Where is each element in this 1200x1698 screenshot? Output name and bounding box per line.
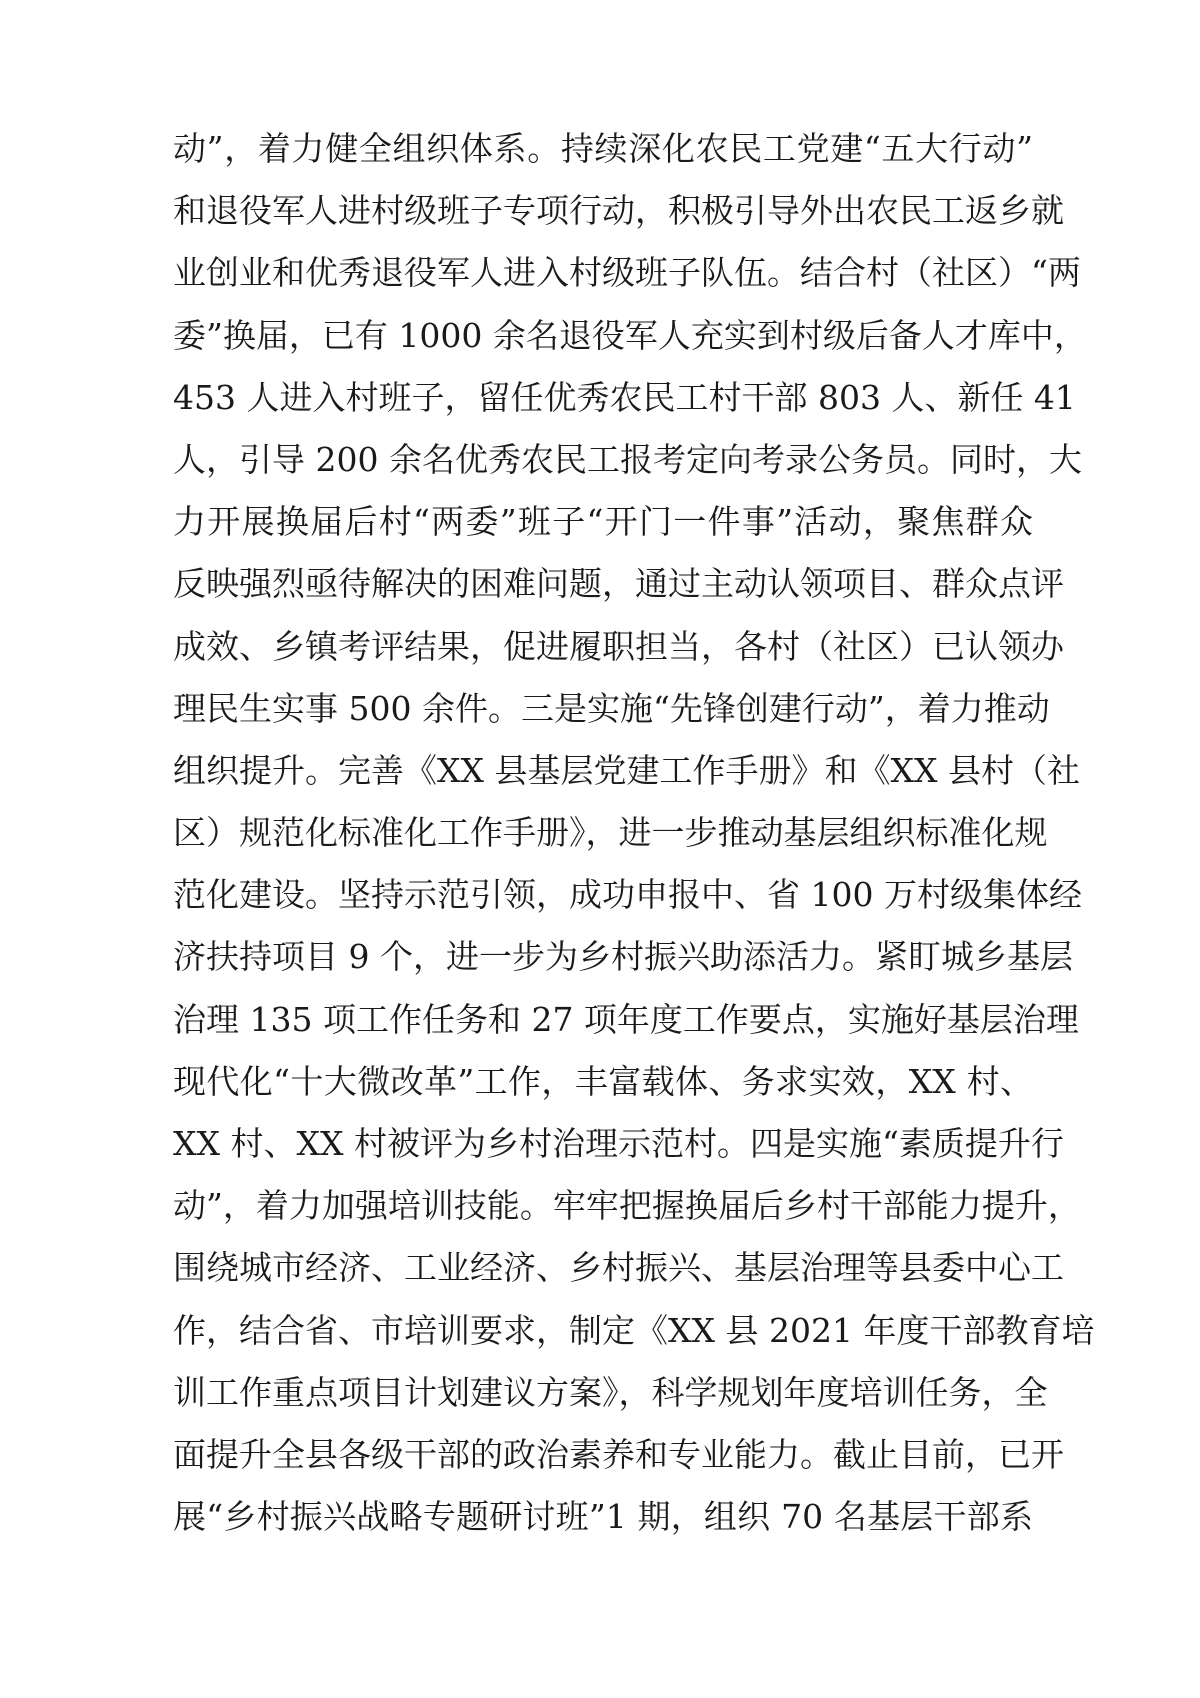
text-line: 面提升全县各级干部的政治素养和专业能力。截止目前，已开 <box>173 1434 1064 1474</box>
text-line: 453 人进入村班子，留任优秀农民工村干部 803 人、新任 41 <box>173 377 1076 417</box>
text-line: 业创业和优秀退役军人进入村级班子队伍。结合村（社区）“两 <box>173 253 1081 293</box>
text-line: 和退役军人进村级班子专项行动，积极引导外出农民工返乡就 <box>173 191 1064 231</box>
text-line: 训工作重点项目计划建议方案》，科学规划年度培训任务，全 <box>173 1372 1048 1412</box>
text-line: 济扶持项目 9 个，进一步为乡村振兴助添活力。紧盯城乡基层 <box>173 937 1073 977</box>
text-line: 展“乡村振兴战略专题研讨班”1 期，组织 70 名基层干部系 <box>173 1497 1033 1537</box>
text-line: 区）规范化标准化工作手册》，进一步推动基层组织标准化规 <box>173 813 1048 853</box>
text-line: 作，结合省、市培训要求，制定《XX 县 2021 年度干部教育培 <box>173 1310 1095 1350</box>
text-line: 治理 135 项工作任务和 27 项年度工作要点，实施好基层治理 <box>173 999 1079 1039</box>
text-line: 理民生实事 500 余件。三是实施“先锋创建行动”，着力推动 <box>173 688 1050 728</box>
text-line: 围绕城市经济、工业经济、乡村振兴、基层治理等县委中心工 <box>173 1248 1064 1288</box>
text-line: XX 村、XX 村被评为乡村治理示范村。四是实施“素质提升行 <box>173 1124 1064 1163</box>
text-line: 范化建设。坚持示范引领，成功申报中、省 100 万村级集体经 <box>173 875 1082 915</box>
text-line: 反映强烈亟待解决的困难问题，通过主动认领项目、群众点评 <box>173 564 1064 604</box>
text-line: 现代化“十大微改革”工作，丰富载体、务求实效，XX 村、 <box>173 1061 1033 1101</box>
text-line: 人，引导 200 余名优秀农民工报考定向考录公务员。同时，大 <box>173 439 1082 479</box>
text-line: 力开展换届后村“两委”班子“开门一件事”活动，聚焦群众 <box>173 502 1033 542</box>
text-line: 组织提升。完善《XX 县基层党建工作手册》和《XX 县村（社 <box>173 750 1080 790</box>
text-line: 委”换届，已有 1000 余名退役军人充实到村级后备人才库中， <box>173 315 1087 355</box>
text-line: 成效、乡镇考评结果，促进履职担当，各村（社区）已认领办 <box>173 626 1064 666</box>
text-line: 动”，着力加强培训技能。牢牢把握换届后乡村干部能力提升， <box>173 1186 1081 1226</box>
body-text <box>173 118 1095 1548</box>
text-line: 动”，着力健全组织体系。持续深化农民工党建“五大行动” <box>173 129 1033 168</box>
